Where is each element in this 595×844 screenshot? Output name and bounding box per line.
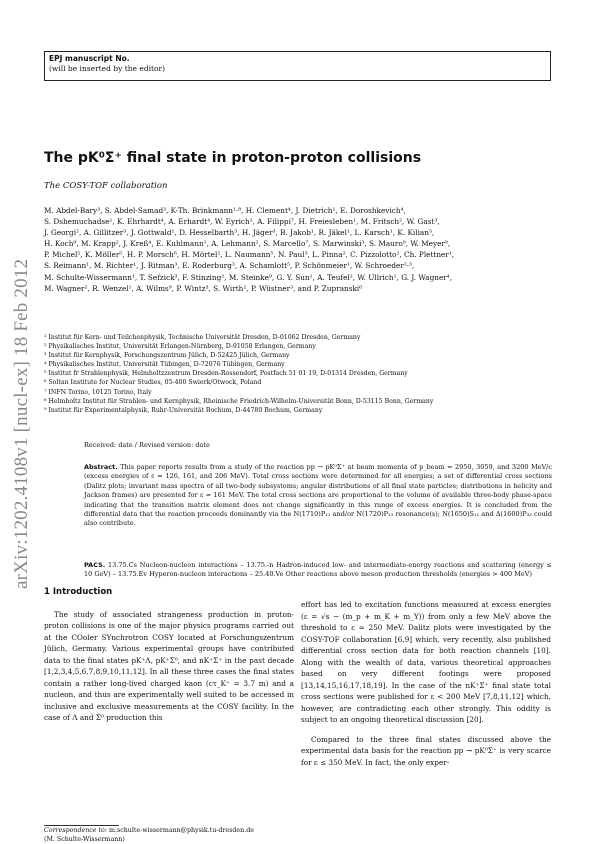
- correspondence-email[interactable]: m.schulte-wissermann@physik.tu-dresden.de: [109, 827, 254, 834]
- affiliation-list: [44, 333, 552, 415]
- section-heading: 1 Introduction: [44, 587, 113, 597]
- pacs-text: 13.75.Cs Nucleon-nucleon interactions – 13.75.-n Hadron-induced low- and intermediate-energy reactions and scattering (energy ≤ 10 GeV) – 13.75.Ev Hyperon-nucleon interactions – 25.40.Ve Other reactions above meson production thresholds (energies > 400 MeV): [84, 561, 552, 579]
- footnote: [44, 827, 299, 844]
- journal-label: EPJ manuscript No.: [49, 54, 130, 63]
- author-line: S. Reimann¹, M. Richter¹, J. Ritman³, E. Roderburg³, A. Schamlott⁵, P. Schönmeier¹, W. Schroeder²·³,: [44, 261, 415, 271]
- affiliation-item: ⁹ Institut für Experimentalphysik, Ruhr-Universität Bochum, D-44780 Bochum, Germany: [44, 406, 323, 414]
- author-line: M. Abdel-Bary³, S. Abdel-Samad³, K-Th. Brinkmann¹·⁸, H. Clement⁴, J. Dietrich¹, E. Doroshkevich⁴,: [44, 206, 406, 215]
- abstract-label: Abstract.: [84, 463, 118, 471]
- pacs-label: PACS.: [84, 561, 106, 569]
- right-column: [301, 599, 551, 768]
- abstract-block: [84, 463, 552, 529]
- affiliation-item: ² Physikalisches Institut, Universität Erlangen-Nürnberg, D-91058 Erlangen, Germany: [44, 343, 316, 351]
- affiliation-item: ³ Institut für Kernphysik, Forschungszentrum Jülich, D-52425 Jülich, Germany: [44, 352, 290, 360]
- author-list: [44, 205, 552, 294]
- author-line: M. Schulte-Wissermann¹, T. Sefzick³, F. Stinzing², M. Steinke⁹, G. Y. Sun¹, A. Teufel², W. Ullrich¹, G. J. Wagner⁴,: [44, 272, 453, 282]
- author-line: S. Dshemuchadse¹, K. Ehrhardt⁴, A. Erhardt⁴, W. Eyrich², A. Filippi⁷, H. Freiesleben¹, M. Fritsch², W. Gast³,: [44, 217, 440, 227]
- footnote-rule: [44, 825, 119, 826]
- intro-paragraph-2: Compared to the three final states discussed above the experimental data basis for the reaction pp → pK⁰Σ⁺ is very scarce for ε ≤ 350 MeV. In fact, the only exper-: [301, 734, 551, 767]
- received-date: Received: date / Revised version: date: [84, 441, 210, 449]
- intro-paragraph: The study of associated strangeness production in proton-proton collisions is one of the major physics programs carried out at the COoler SYnchrotron COSY located at Forschungszentrum Jülich, Germany. Various experimental groups have contributed data to the final states pK⁺Λ, pK⁺Σ⁰, and nK⁺Σ⁺ in the past decade [1,2,3,4,5,6,7,8,9,10,11,12]. In all these three cases the final states contain a rather long-lived charged kaon (cτ_K⁺ = 3.7 m) and a nucleon, and thus are experimentally well suited to be accessed in inclusive and exclusive measurements at the COSY facility. In the case of Λ and Σ⁰ production this: [44, 609, 294, 722]
- footnote-label: Correspondence to:: [44, 827, 107, 834]
- affiliation-item: ⁵ Institut fr Strahlenphysik, Helmholtzzentrum Dresden-Rossendorf, Postfach 51 01 19, D-01314 Dresden, Germany: [44, 370, 408, 378]
- manuscript-header-box: [44, 51, 551, 81]
- correspondence-name: (M. Schulte-Wissermann): [44, 835, 125, 843]
- editor-note: (will be inserted by the editor): [49, 64, 166, 73]
- affiliation-item: ⁶ Soltan Institute for Nuclear Studies, 05-400 Swierk/Otwock, Poland: [44, 379, 262, 387]
- author-line: H. Koch⁹, M. Krapp², J. Kreß⁴, E. Kuhlmann¹, A. Lehmann², S. Marcello⁷, S. Marwinski³, S. Mauro⁹, W. Meyer⁹,: [44, 239, 451, 249]
- pacs-block: [84, 561, 552, 580]
- affiliation-item: ⁷ INFN Torino, 10125 Torino, Italy: [44, 388, 152, 396]
- affiliation-item: ⁴ Physikalisches Institut, Universität Tübingen, D-72076 Tübingen, Germany: [44, 361, 285, 369]
- affiliation-item: ⁸ Helmholtz Institut für Strahlen- und Kernphysik, Rheinische Friedrich-Wilhelm-Universität Bonn, D-53115 Bonn, Germany: [44, 397, 434, 405]
- author-line: J. Georgi², A. Gillitzer³, J. Gottwald¹, D. Hesselbarth³, H. Jäger³, B. Jakob¹, R. Jäkel¹, L. Karsch¹, K. Kilian³,: [44, 228, 435, 238]
- arxiv-stamp: arXiv:1202.4108v1 [nucl-ex] 18 Feb 2012: [11, 258, 32, 589]
- paper-title: The pK⁰Σ⁺ final state in proton-proton collisions: [44, 150, 422, 166]
- author-line: P. Michel⁵, K. Möller⁵, H. P. Morsch⁶, H. Mörtel², L. Naumann⁵, N. Paul³, L. Pinna², C. Pizzolotto², Ch. Plettner¹,: [44, 250, 455, 260]
- collaboration-name: The COSY-TOF collaboration: [44, 181, 168, 191]
- affiliation-item: ¹ Institut für Kern- und Teilchenphysik, Technische Universität Dresden, D-01062 Dresden, Germany: [44, 334, 361, 341]
- author-line: M. Wagner², R. Wenzel¹, A. Wilms⁹, P. Wintz³, S. Wirth², P. Wüstner³, and P. Zupranski⁶: [44, 283, 363, 293]
- abstract-text: This paper reports results from a study of the reaction pp → pK⁰Σ⁺ at beam momenta of p_beam = 2950, 3059, and 3200 MeV/c (excess energies of ε = 126, 161, and 206 MeV). Total cross sections were determined for all energies; a set of differential cross sections (Dalitz plots; invariant mass spectra of all two-body subsystems; angular distributions of all final state particles; distributions in helicity and Jackson frames) are presented for ε = 161 MeV. The total cross sections are proportional to the volume of available three-body phase-space indicating that the transition matrix element does not change significantly in this range of excess energies. It is concluded from the differential data that the reaction proceeds dominantly via the N(1710)P₁₁ and/or N(1720)P₁₃ resonance(s); N(1650)S₁₁ and Δ(1600)P₃₃ could also contribute.: [84, 463, 552, 528]
- left-column: [44, 587, 294, 724]
- intro-paragraph-continued: effort has led to excitation functions measured at excess energies (ε = √s − (m_p + m_K + m_Y)) from only a few MeV above the threshold to ε ≈ 250 MeV. Dalitz plots were investigated by the COSY-TOF collaboration [6,9] which, very recently, also published differential cross section data for both reaction channels [10]. Along with the wealth of data, various theoretical approaches based on very different footings were proposed [13,14,15,16,17,18,19]. In the case of the nK⁺Σ⁺ final state total cross sections were published for ε < 200 MeV [7,8,11,12] which, however, are contradicting each other strongly. This oddity is subject to an ongoing theoretical discussion [20].: [301, 600, 551, 724]
